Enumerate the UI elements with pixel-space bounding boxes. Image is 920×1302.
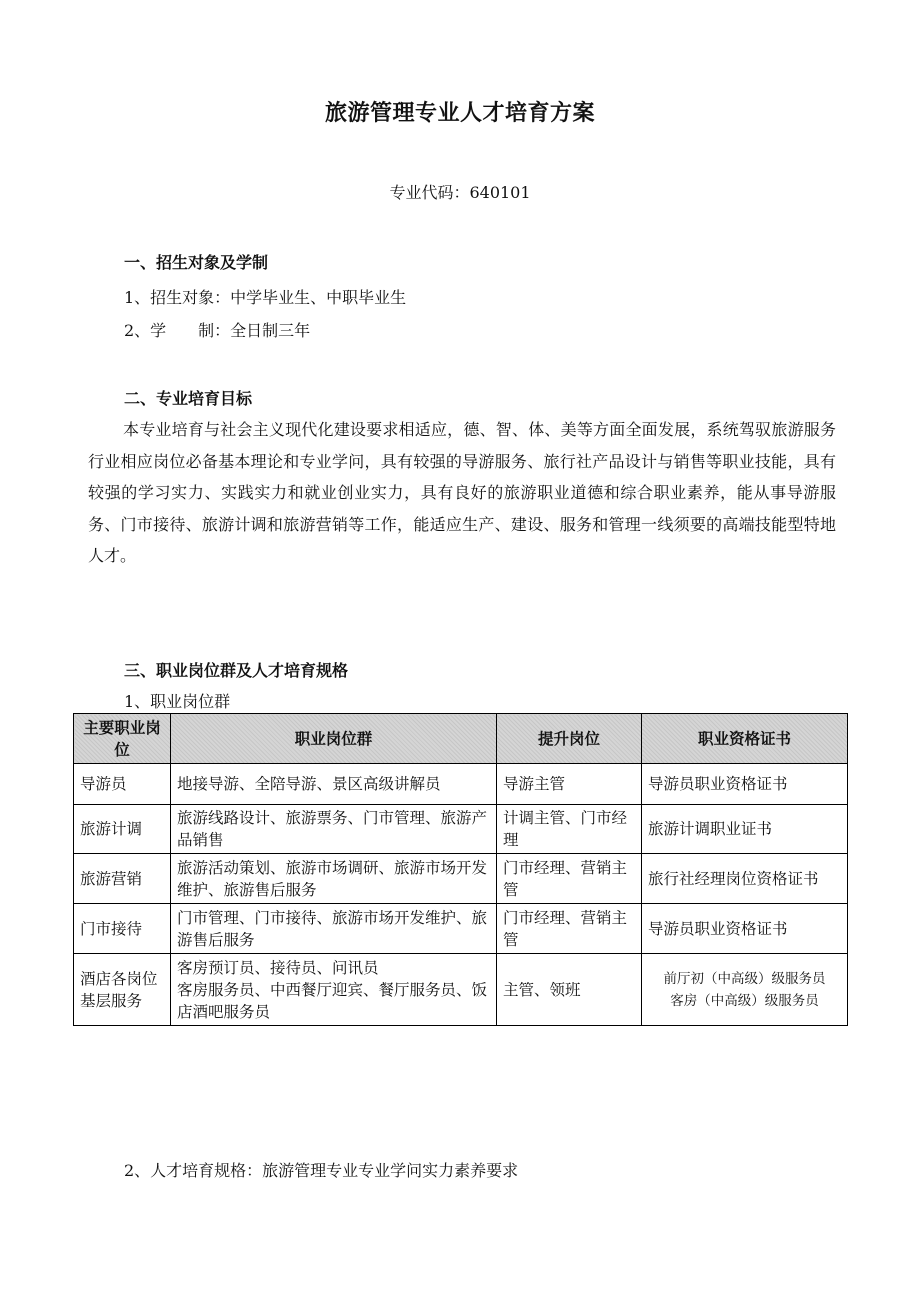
cell-post: 导游员 bbox=[74, 764, 171, 805]
cell-promotion: 导游主管 bbox=[497, 764, 642, 805]
cell-certificate: 导游员职业资格证书 bbox=[642, 764, 848, 805]
cell-job-group: 旅游线路设计、旅游票务、门市管理、旅游产品销售 bbox=[171, 805, 497, 854]
cell-job-group: 地接导游、全陪导游、景区高级讲解员 bbox=[171, 764, 497, 805]
cell-job-group bbox=[171, 954, 497, 1026]
job-group-line: 客房预订员、接待员、问讯员 bbox=[177, 958, 379, 977]
certificate-line: 客房（中高级）级服务员 bbox=[670, 992, 819, 1009]
enrollment-target: 1、招生对象：中学毕业生、中职毕业生 bbox=[124, 288, 407, 307]
cell-post: 旅游营销 bbox=[74, 854, 171, 904]
major-code: 专业代码：640101 bbox=[389, 183, 531, 202]
study-duration: 2、学 制：全日制三年 bbox=[124, 321, 311, 340]
cell-certificate bbox=[642, 954, 848, 1026]
cell-certificate: 旅游计调职业证书 bbox=[642, 805, 848, 854]
cell-promotion: 主管、领班 bbox=[497, 954, 642, 1026]
header-certificate: 职业资格证书 bbox=[642, 714, 848, 764]
cell-promotion: 门市经理、营销主管 bbox=[497, 854, 642, 904]
table-row bbox=[74, 764, 848, 805]
talent-spec-subheading: 2、人才培育规格：旅游管理专业专业学问实力素养要求 bbox=[124, 1161, 519, 1180]
cell-certificate: 导游员职业资格证书 bbox=[642, 904, 848, 954]
header-promotion: 提升岗位 bbox=[497, 714, 642, 764]
certificate-line: 前厅初（中高级）级服务员 bbox=[663, 970, 826, 987]
cell-post: 酒店各岗位基层服务 bbox=[74, 954, 171, 1026]
cell-promotion: 门市经理、营销主管 bbox=[497, 904, 642, 954]
cell-job-group: 门市管理、门市接待、旅游市场开发维护、旅游售后服务 bbox=[171, 904, 497, 954]
table-row bbox=[74, 805, 848, 854]
job-group-line: 客房服务员、中西餐厅迎宾、餐厅服务员、饭店酒吧服务员 bbox=[177, 980, 488, 1021]
table-row bbox=[74, 954, 848, 1026]
cell-job-group: 旅游活动策划、旅游市场调研、旅游市场开发维护、旅游售后服务 bbox=[171, 854, 497, 904]
cell-post: 门市接待 bbox=[74, 904, 171, 954]
job-group-subheading: 1、职业岗位群 bbox=[124, 692, 231, 711]
document-title: 旅游管理专业人才培育方案 bbox=[324, 101, 595, 126]
cell-certificate: 旅行社经理岗位资格证书 bbox=[642, 854, 848, 904]
table-header-row bbox=[74, 714, 848, 764]
table-row bbox=[74, 854, 848, 904]
cell-post: 旅游计调 bbox=[74, 805, 171, 854]
section-3-heading: 三、职业岗位群及人才培育规格 bbox=[124, 661, 349, 680]
job-positions-table bbox=[73, 713, 848, 1026]
cell-promotion: 计调主管、门市经理 bbox=[497, 805, 642, 854]
table-row bbox=[74, 904, 848, 954]
section-2-heading: 二、专业培育目标 bbox=[124, 389, 253, 408]
header-main-post: 主要职业岗位 bbox=[74, 714, 171, 764]
training-goal-paragraph: 本专业培育与社会主义现代化建设要求相适应，德、智、体、美等方面全面发展，系统驾驭旅游服务行业相应岗位必备基本理论和专业学问，具有较强的导游服务、旅行社产品设计与销售等职业技能，具有较强的学习实力、实践实力和就业创业实力，具有良好的旅游职业道德和综合职业素养，能从事导游服务、门市接待、旅游计调和旅游营销等工作，能适应生产、建设、服务和管理一线须要的高端技能型特地人才。 bbox=[88, 420, 836, 565]
section-1-heading: 一、招生对象及学制 bbox=[124, 253, 269, 272]
header-job-group: 职业岗位群 bbox=[171, 714, 497, 764]
